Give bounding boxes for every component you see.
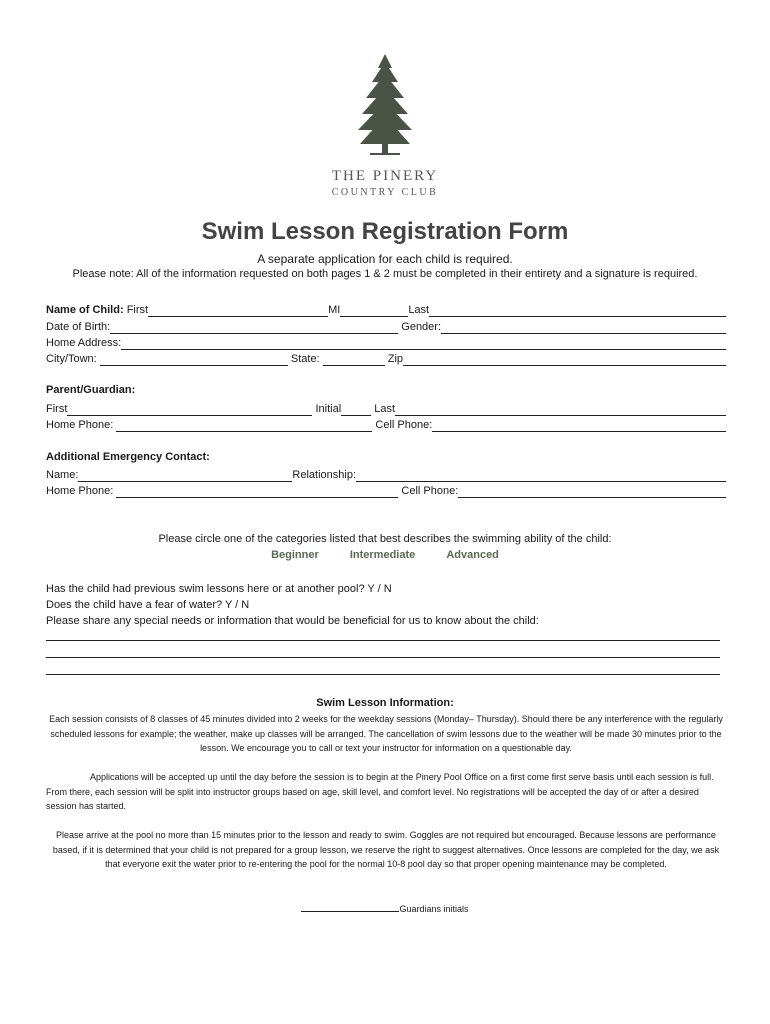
first-label: First	[126, 304, 149, 316]
emergency-relationship-field[interactable]	[356, 470, 726, 482]
initials-row	[0, 902, 770, 914]
form-subtitle: A separate application for each child is required.	[257, 252, 513, 266]
emergency-name-label: Name:	[46, 469, 79, 481]
question-fear-of-water: Does the child have a fear of water? Y / N	[46, 599, 250, 611]
special-needs-line-1[interactable]	[46, 640, 720, 641]
category-intermediate[interactable]: Intermediate	[349, 549, 416, 561]
emergency-cell-phone-field[interactable]	[458, 486, 726, 498]
emergency-heading	[46, 450, 726, 466]
parent-phone-row	[46, 416, 726, 432]
zip-label: Zip	[387, 353, 404, 365]
dob-label: Date of Birth:	[46, 321, 111, 333]
club-logo	[0, 52, 770, 198]
parent-heading-text: Parent/Guardian:	[46, 384, 136, 396]
form-note: Please note: All of the information requested on both pages 1 & 2 must be completed in their entirety and a signature is required.	[72, 268, 698, 280]
info-paragraph-applications: Applications will be accepted up until the day before the session is to begin at the Pinery Pool Office on a first come first serve basis until each session is full. From there, each session will be split into instructor groups based on age, skill level, and comfort level. No registrations will be accepted the day of or after a desired session has started.	[46, 772, 714, 811]
city-label: City/Town:	[46, 353, 97, 365]
info-heading: Swim Lesson Information:	[316, 697, 454, 709]
parent-cell-phone-field[interactable]	[432, 420, 726, 432]
last-label: Last	[408, 304, 430, 316]
emergency-home-phone-label: Home Phone:	[46, 485, 114, 497]
parent-initial-label: Initial	[315, 403, 342, 415]
ability-categories	[0, 549, 770, 561]
emergency-cell-phone-label: Cell Phone:	[401, 485, 459, 497]
child-name-label: Name of Child:	[46, 304, 124, 316]
parent-name-row	[46, 400, 726, 416]
child-first-field[interactable]	[148, 305, 328, 317]
child-last-field[interactable]	[429, 305, 726, 317]
parent-heading	[46, 383, 726, 399]
parent-last-label: Last	[374, 403, 395, 415]
emergency-heading-text: Additional Emergency Contact:	[46, 451, 210, 463]
pine-tree-icon	[350, 52, 420, 162]
parent-first-label: First	[46, 403, 68, 415]
emergency-relationship-label: Relationship:	[292, 469, 356, 481]
child-dob-row	[46, 318, 726, 334]
guardian-initials-label: Guardians initials	[399, 904, 469, 914]
emergency-home-phone-field[interactable]	[116, 486, 398, 498]
address-label: Home Address:	[46, 337, 122, 349]
child-state-field[interactable]	[323, 354, 385, 366]
parent-first-field[interactable]	[67, 404, 312, 416]
parent-last-field[interactable]	[395, 404, 726, 416]
ability-prompt: Please circle one of the categories listed that best describes the swimming ability of the child:	[158, 533, 612, 545]
brand-name: THE PINERY	[331, 168, 439, 184]
question-previous-lessons: Has the child had previous swim lessons here or at another pool? Y / N	[46, 583, 392, 595]
emergency-name-row	[46, 466, 726, 482]
info-paragraph-arrival: Please arrive at the pool no more than 15 minutes prior to the lesson and ready to swim. Goggles are not required but encouraged. Because lessons are performance based, if it is determined that your child is not prepared for a group lesson, we reserve the right to suggest alternatives. Once lessons are completed for the day, we ask that everyone exit the water prior to re-entering the pool for the normal 10-8 pool day so that proper opening maintenance may be completed.	[52, 830, 720, 869]
parent-home-phone-label: Home Phone:	[46, 419, 114, 431]
child-mi-field[interactable]	[340, 305, 408, 317]
parent-cell-phone-label: Cell Phone:	[375, 419, 433, 431]
category-beginner[interactable]: Beginner	[271, 549, 319, 561]
mi-label: MI	[328, 304, 341, 316]
child-name-row	[46, 301, 726, 317]
emergency-name-field[interactable]	[78, 470, 292, 482]
special-needs-line-3[interactable]	[46, 674, 720, 675]
parent-initial-field[interactable]	[341, 404, 371, 416]
child-city-row	[46, 350, 726, 366]
state-label: State:	[290, 353, 320, 365]
special-needs-line-2[interactable]	[46, 657, 720, 658]
child-gender-field[interactable]	[441, 322, 726, 334]
child-city-field[interactable]	[100, 354, 288, 366]
brand-subtitle: COUNTRY CLUB	[331, 187, 439, 198]
guardian-initials-field[interactable]	[301, 902, 399, 912]
gender-label: Gender:	[401, 321, 442, 333]
child-zip-field[interactable]	[403, 354, 726, 366]
question-special-needs: Please share any special needs or information that would be beneficial for us to know about the child:	[46, 615, 539, 627]
child-address-row	[46, 334, 726, 350]
form-title: Swim Lesson Registration Form	[201, 218, 569, 245]
info-paragraph-sessions: Each session consists of 8 classes of 45 minutes divided into 2 weeks for the weekday sessions (Monday– Thursday). Should there be any interference with the regularly scheduled lessons for example; the weather, make up classes will be arranged. The cancellation of swim lessons due to the weather will be made 30 minutes prior to the lesson. We encourage you to call or text your instructor for information on a questionable day.	[49, 714, 723, 753]
parent-home-phone-field[interactable]	[116, 420, 372, 432]
category-advanced[interactable]: Advanced	[446, 549, 499, 561]
child-dob-field[interactable]	[110, 322, 398, 334]
child-address-field[interactable]	[121, 338, 726, 350]
emergency-phone-row	[46, 482, 726, 498]
